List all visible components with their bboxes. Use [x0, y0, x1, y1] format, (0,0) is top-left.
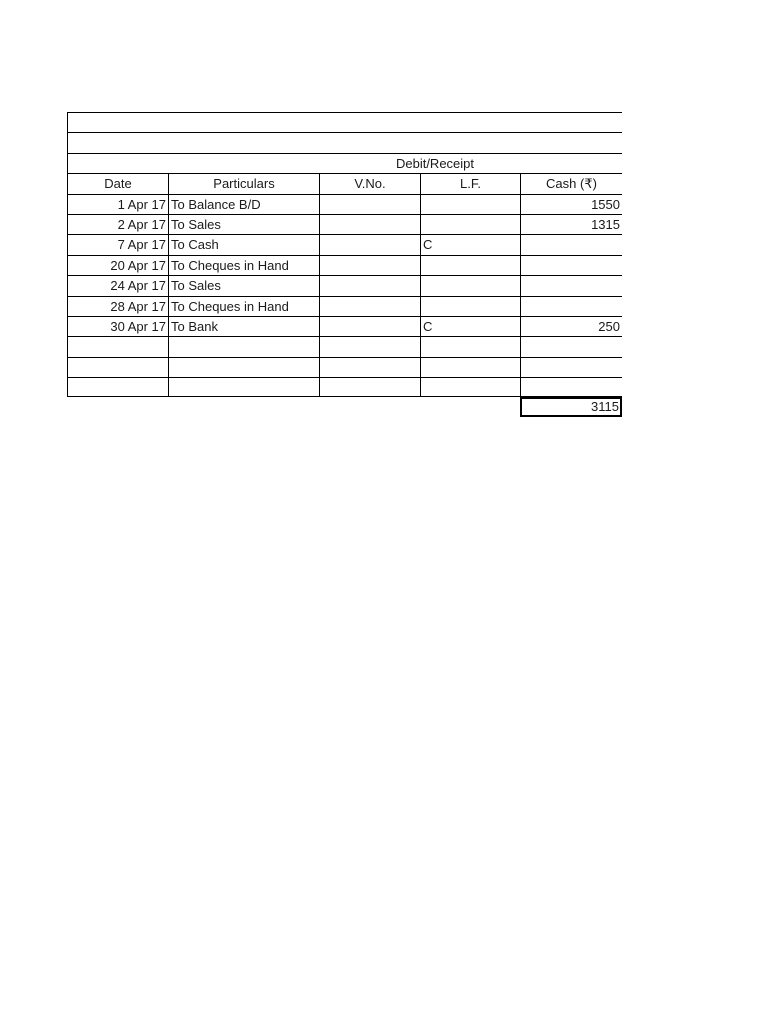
date-cell[interactable]: 28 Apr 17 — [67, 296, 168, 316]
table-row — [67, 377, 622, 397]
cash-cell[interactable]: 1315 — [520, 214, 622, 234]
cash-cell[interactable] — [520, 234, 622, 254]
date-cell[interactable]: 2 Apr 17 — [67, 214, 168, 234]
particulars-cell[interactable]: To Cheques in Hand — [168, 255, 319, 275]
vno-cell[interactable] — [319, 377, 420, 397]
date-cell[interactable] — [67, 336, 168, 356]
particulars-cell[interactable]: To Cash — [168, 234, 319, 254]
date-cell[interactable] — [67, 357, 168, 377]
table-row — [67, 296, 622, 316]
column-header-row — [67, 173, 622, 193]
vno-cell[interactable] — [319, 234, 420, 254]
lf-cell[interactable] — [420, 194, 520, 214]
section-title: Debit/Receipt — [67, 153, 622, 173]
date-cell[interactable]: 1 Apr 17 — [67, 194, 168, 214]
header-particulars[interactable]: Particulars — [168, 173, 319, 193]
lf-cell[interactable] — [420, 255, 520, 275]
cash-cell[interactable] — [520, 275, 622, 295]
table-row — [67, 234, 622, 254]
table-row — [67, 336, 622, 356]
cash-cell[interactable] — [520, 255, 622, 275]
cash-cell[interactable] — [520, 336, 622, 356]
cash-cell[interactable] — [520, 296, 622, 316]
vno-cell[interactable] — [319, 214, 420, 234]
lf-cell[interactable]: C — [420, 316, 520, 336]
vno-cell[interactable] — [319, 194, 420, 214]
table-row — [67, 275, 622, 295]
cash-cell[interactable] — [520, 357, 622, 377]
total-row — [67, 397, 622, 417]
cash-book-sheet — [67, 112, 622, 418]
lf-cell[interactable] — [420, 377, 520, 397]
vno-cell[interactable] — [319, 316, 420, 336]
particulars-cell[interactable]: To Cheques in Hand — [168, 296, 319, 316]
table-row — [67, 357, 622, 377]
date-cell[interactable]: 30 Apr 17 — [67, 316, 168, 336]
table-row — [67, 255, 622, 275]
lf-cell[interactable] — [420, 296, 520, 316]
lf-cell[interactable] — [420, 275, 520, 295]
vno-cell[interactable] — [319, 357, 420, 377]
blank-banner-row-2 — [67, 132, 622, 152]
lf-cell[interactable]: C — [420, 234, 520, 254]
particulars-cell[interactable]: To Bank — [168, 316, 319, 336]
table-row — [67, 316, 622, 336]
lf-cell[interactable] — [420, 336, 520, 356]
cash-cell[interactable] — [520, 377, 622, 397]
cash-total-cell[interactable]: 3115 — [520, 397, 622, 417]
header-date[interactable]: Date — [67, 173, 168, 193]
particulars-cell[interactable]: To Sales — [168, 275, 319, 295]
lf-cell[interactable] — [420, 357, 520, 377]
cash-cell[interactable]: 250 — [520, 316, 622, 336]
header-lf[interactable]: L.F. — [420, 173, 520, 193]
date-cell[interactable]: 20 Apr 17 — [67, 255, 168, 275]
vno-cell[interactable] — [319, 255, 420, 275]
vno-cell[interactable] — [319, 296, 420, 316]
blank-banner-row-1 — [67, 112, 622, 132]
table-row — [67, 194, 622, 214]
particulars-cell[interactable] — [168, 336, 319, 356]
particulars-cell[interactable]: To Sales — [168, 214, 319, 234]
header-cash[interactable]: Cash (₹) — [520, 173, 622, 193]
vno-cell[interactable] — [319, 336, 420, 356]
date-cell[interactable]: 7 Apr 17 — [67, 234, 168, 254]
lf-cell[interactable] — [420, 214, 520, 234]
header-vno[interactable]: V.No. — [319, 173, 420, 193]
particulars-cell[interactable]: To Balance B/D — [168, 194, 319, 214]
date-cell[interactable] — [67, 377, 168, 397]
table-row — [67, 214, 622, 234]
date-cell[interactable]: 24 Apr 17 — [67, 275, 168, 295]
particulars-cell[interactable] — [168, 357, 319, 377]
cash-cell[interactable]: 1550 — [520, 194, 622, 214]
vno-cell[interactable] — [319, 275, 420, 295]
particulars-cell[interactable] — [168, 377, 319, 397]
